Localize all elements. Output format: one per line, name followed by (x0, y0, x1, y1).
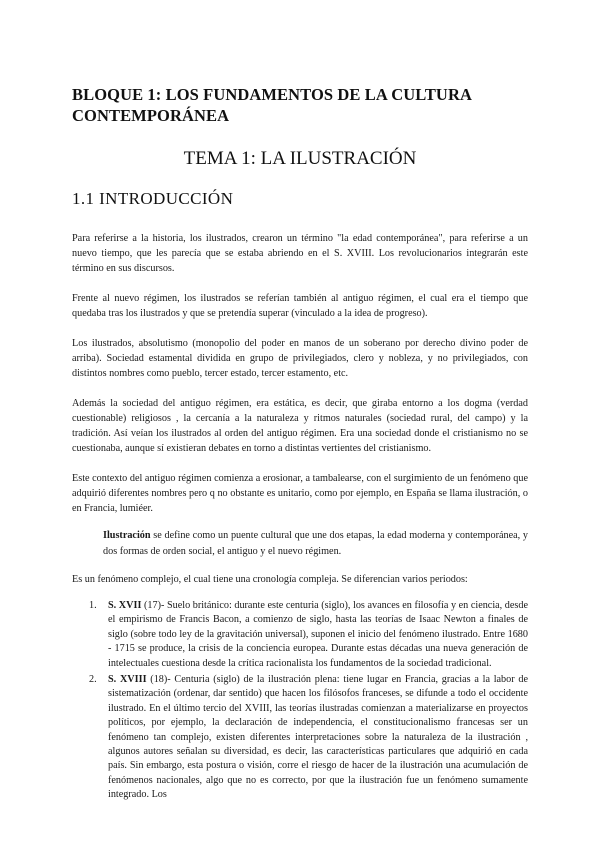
paragraph-absolutismo: Los ilustrados, absolutismo (monopolio del poder en manos de un soberano por derecho divino poder de arriba). Sociedad estamental dividida en grupo de privilegiados, clero y nobleza, y no privilegiados, con distintos nombres como pueblo, tercer estado, tercer estamento, etc. (72, 338, 528, 379)
list-item-number: 2. (89, 674, 97, 686)
list-item (72, 599, 528, 671)
theme-title: TEMA 1: LA ILUSTRACIÓN (183, 148, 417, 169)
list-item-number: 1. (89, 600, 97, 611)
period-text: (18)- Centuria (siglo) de la ilustración plena: tiene lugar en Francia, gracias a la labor de sistematización (ordenar, dar sentido) que hacen los filósofos franceses, se difunde a todo el occidente ilustrado. En el último tercio del XVIII, las teorías ilustradas comienzan a materializarse en proyectos políticos, por ejemplo, la declaración de independencia, el constitucionalismo francesas ser un fenómeno tan complejo, existen diferentes interpretaciones sobre la naturaleza de la ilustración , algunos autores señalan su diversidad, es decir, las características particulares que adquirió en cada país. Sin embargo, esta postura o visión, corre el riesgo de hacer de la ilustración una acumulación de fenómenos nacionales, algo que no es correcto, por que la ilustración fue un fenómeno sumamente integrado. Los (108, 674, 528, 801)
definition-text: se define como un puente cultural que une dos etapas, la edad moderna y contemporánea, y dos formas de orden social, el antiguo y el nuevo régimen. (103, 530, 528, 557)
definition-term: Ilustración (103, 530, 151, 541)
paragraph-sociedad-estatica: Además la sociedad del antiguo régimen, era estática, es decir, que giraba entorno a los dogma (verdad cuestionable) religiosos , la cercanía a la naturaleza y ritmos naturales (sociedad rural, del campo) y la tradición. Así veían los ilustrados al orden del antiguo régimen. Era una sociedad donde el cristianismo no se cuestionaba, aunque sí existieran debates en torno a distintas vertientes del cristianismo. (72, 398, 528, 454)
list-item (72, 673, 528, 803)
period-label: S. XVIII (108, 674, 147, 686)
section-title: 1.1 INTRODUCCIÓN (72, 189, 234, 208)
period-label: S. XVII (108, 600, 142, 611)
definition-block (103, 528, 528, 560)
paragraph-contexto: Este contexto del antiguo régimen comienza a erosionar, a tambalearse, con el surgimiento de un fenómeno que adquirió diferentes nombres pero q no obstante es unitario, como por ejemplo, en España se llama ilustración, o en Francia, lumiéer. (72, 473, 528, 514)
paragraph-intro: Para referirse a la historia, los ilustrados, crearon un término "la edad contemporánea", para referirse a un nuevo tiempo, que les parecía que se estaba abriendo en el S. XVIII. Los revolucionarios integrarán este término en sus discursos. (72, 233, 528, 274)
period-text: (17)- Suelo británico: durante este centuria (siglo), los avances en filosofía y en ciencia, desde el empirismo de Francis Bacon, a comienzo de siglo, hasta las teorías de Isaac Newton a finales de siglo (sobre todo ley de la gravitación universal), suponen el inicio del fenómeno ilustrado. Entre 1680 - 1715 se produce, la crisis de la conciencia europea. Durante estas décadas una nueva generación de intelectuales cuestiona desde la crítica racionalista los fundamentos de la sociedad tradicional. (108, 600, 528, 669)
block-title: BLOQUE 1: LOS FUNDAMENTOS DE LA CULTURA CONTEMPORÁNEA (72, 85, 472, 125)
periods-list (72, 599, 528, 803)
periods-list-container (72, 599, 528, 803)
paragraph-periodos-intro: Es un fenómeno complejo, el cual tiene una cronología compleja. Se diferencian varios periodos: (72, 574, 468, 585)
page-content (72, 84, 528, 803)
paragraph-nuevo-regimen: Frente al nuevo régimen, los ilustrados se referían también al antiguo régimen, el cual era el tiempo que quedaba tras los ilustrados y que se pretendía superar (vinculado a la idea de progreso). (72, 293, 528, 319)
